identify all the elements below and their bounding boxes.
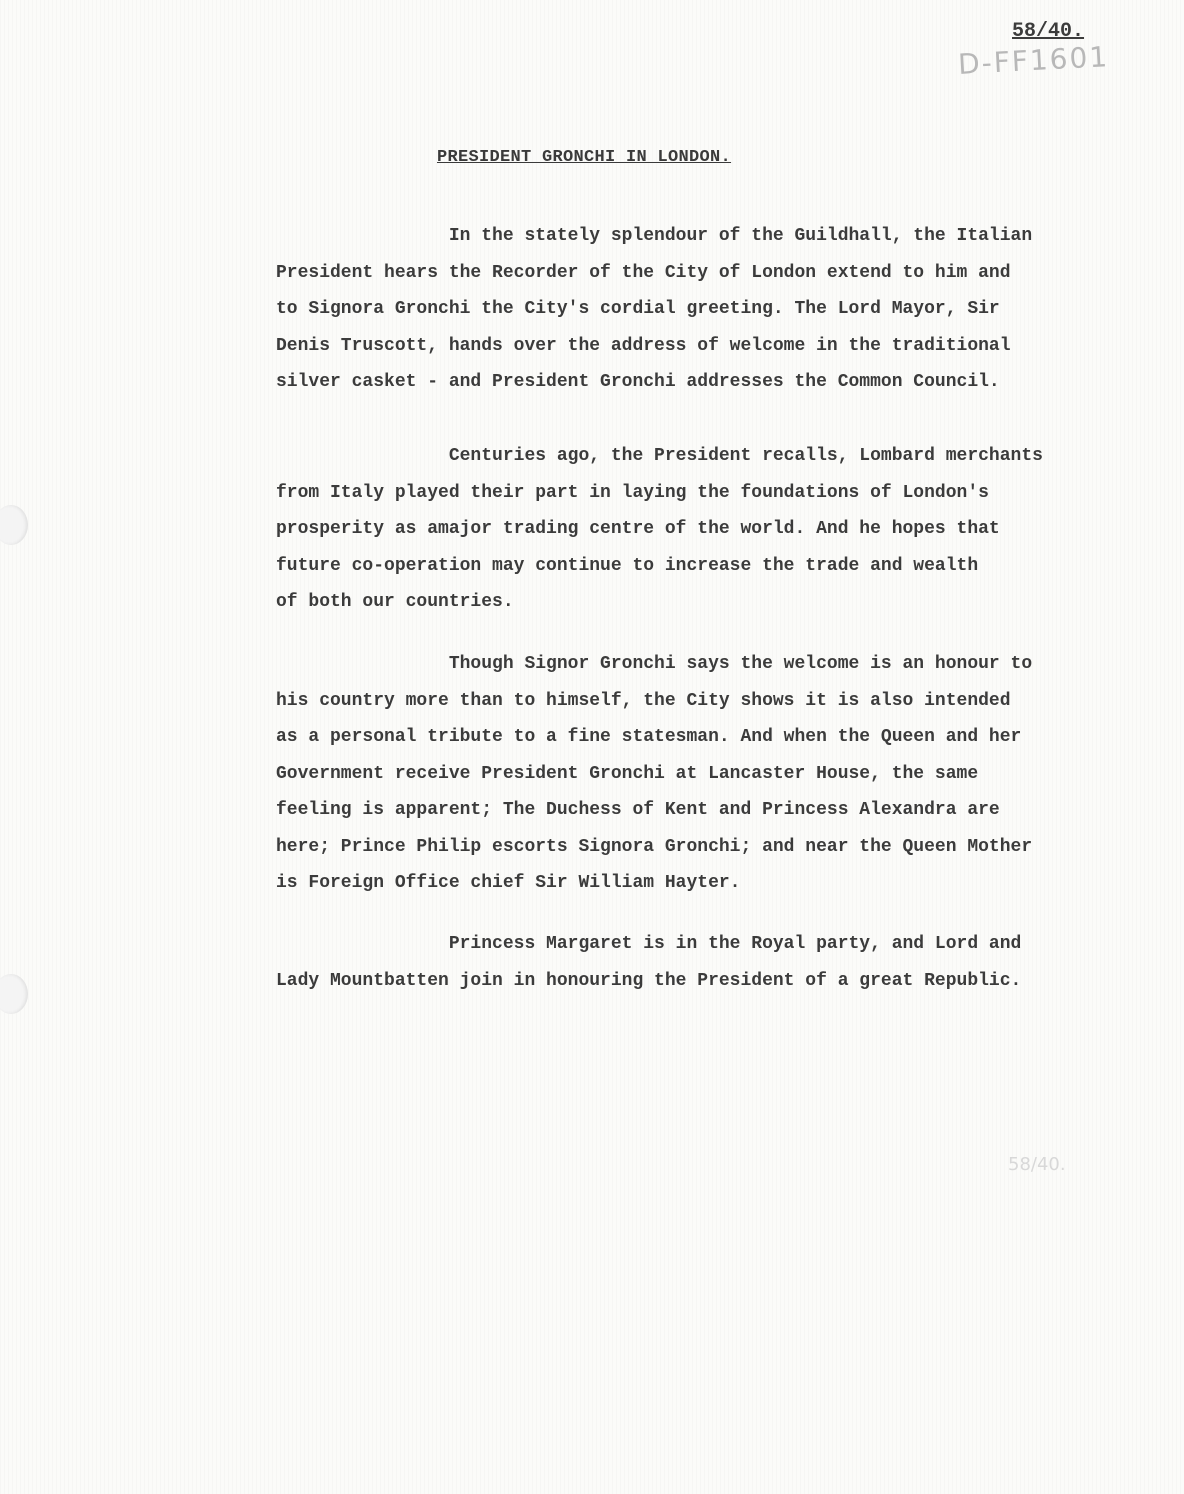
text-line: Though Signor Gronchi says the welcome is an honour to (276, 654, 1033, 674)
text-line: is Foreign Office chief Sir William Hayter. (276, 873, 741, 893)
text-line: here; Prince Philip escorts Signora Gronchi; and near the Queen Mother (276, 836, 1033, 857)
document-title: PRESIDENT GRONCHI IN LONDON. (437, 148, 732, 167)
punch-hole (0, 974, 28, 1014)
paragraph-4 (276, 926, 1021, 999)
reference-number: 58/40. (1012, 20, 1085, 43)
text-line: as a personal tribute to a fine statesman. And when the Queen and her (276, 727, 1022, 747)
text-line: prosperity as amajor trading centre of the world. And he hopes that (276, 519, 1000, 539)
text-line: Lady Mountbatten join in honouring the President of a great Republic. (276, 970, 1022, 991)
text-line: from Italy played their part in laying the foundations of London's (276, 482, 989, 503)
text-line: Princess Margaret is in the Royal party, and Lord and (276, 934, 1022, 954)
text-line: Denis Truscott, hands over the address of welcome in the traditional (276, 335, 1011, 356)
paragraph-3 (276, 646, 1032, 902)
text-line: In the stately splendour of the Guildhall, the Italian (276, 226, 1033, 246)
text-line: silver casket - and President Gronchi addresses the Common Council. (276, 372, 1000, 392)
text-line: feeling is apparent; The Duchess of Kent and Princess Alexandra are (276, 800, 1000, 820)
paragraph-1 (276, 218, 1032, 401)
text-line: his country more than to himself, the City shows it is also intended (276, 690, 1011, 711)
text-line: future co-operation may continue to increase the trade and wealth (276, 555, 979, 576)
faint-bottom-reference: 58/40. (1008, 1154, 1066, 1175)
text-line: Government receive President Gronchi at Lancaster House, the same (276, 763, 979, 784)
handwritten-reference: D-FF1601 (957, 40, 1110, 81)
text-line: President hears the Recorder of the City of London extend to him and (276, 262, 1011, 283)
punch-hole (0, 505, 28, 545)
text-line: to Signora Gronchi the City's cordial greeting. The Lord Mayor, Sir (276, 299, 1000, 319)
text-line: of both our countries. (276, 592, 514, 612)
paragraph-2 (276, 438, 1043, 621)
text-line: Centuries ago, the President recalls, Lombard merchants (276, 446, 1043, 466)
